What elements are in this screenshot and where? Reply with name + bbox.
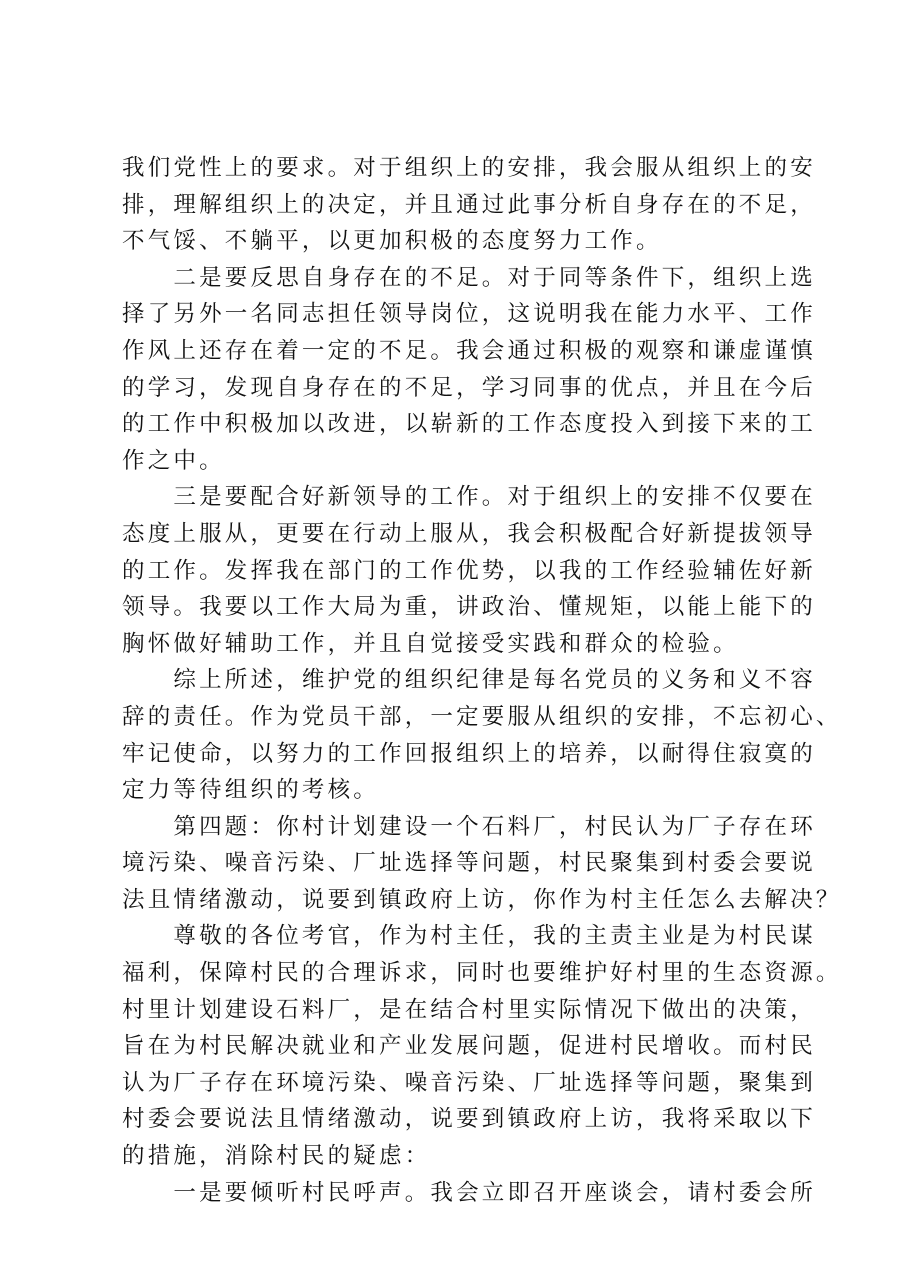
- text-line: 态度上服从，更要在行动上服从，我会积极配合好新提拔领导: [122, 520, 816, 547]
- text-line: 我们党性上的要求。对于组织上的安排，我会服从组织上的安: [122, 155, 816, 181]
- text-line: 福利，保障村民的合理诉求，同时也要维护好村里的生态资源。: [122, 960, 842, 987]
- text-line: 综上所述，维护党的组织纪律是每名党员的义务和义不容: [122, 667, 816, 694]
- text-line: 排，理解组织上的决定，并且通过此事分析自身存在的不足，: [122, 191, 816, 218]
- text-line: 二是要反思自身存在的不足。对于同等条件下，组织上选: [122, 264, 816, 291]
- text-line: 尊敬的各位考官，作为村主任，我的主责主业是为村民谋: [122, 923, 816, 950]
- text-line: 胸怀做好辅助工作，并且自觉接受实践和群众的检验。: [122, 630, 739, 657]
- text-line: 村委会要说法且情绪激动，说要到镇政府上访，我将采取以下: [122, 1106, 816, 1133]
- text-line: 择了另外一名同志担任领导岗位，这说明我在能力水平、工作: [122, 301, 816, 328]
- text-line: 辞的责任。作为党员干部，一定要服从组织的安排，不忘初心、: [122, 703, 842, 730]
- text-line: 定力等待组织的考核。: [122, 777, 380, 804]
- text-line: 的工作中积极加以改进，以崭新的工作态度投入到接下来的工: [122, 411, 816, 438]
- text-line: 村里计划建设石料厂，是在结合村里实际情况下做出的决策，: [122, 996, 816, 1023]
- text-line: 法且情绪激动，说要到镇政府上访，你作为村主任怎么去解决？: [122, 886, 842, 913]
- text-line: 境污染、噪音污染、厂址选择等问题，村民聚集到村委会要说: [122, 850, 816, 877]
- text-line: 牢记使命，以努力的工作回报组织上的培养，以耐得住寂寞的: [122, 740, 816, 767]
- text-line: 旨在为村民解决就业和产业发展问题，促进村民增收。而村民: [122, 1033, 816, 1060]
- text-line: 认为厂子存在环境污染、噪音污染、厂址选择等问题，聚集到: [122, 1069, 816, 1096]
- text-line: 三是要配合好新领导的工作。对于组织上的安排不仅要在: [122, 484, 816, 511]
- text-line: 不气馁、不躺平，以更加积极的态度努力工作。: [122, 228, 662, 255]
- text-line: 一是要倾听村民呼声。我会立即召开座谈会，请村委会所: [122, 1179, 816, 1206]
- text-line: 的工作。发挥我在部门的工作优势，以我的工作经验辅佐好新: [122, 557, 816, 584]
- text-line: 第四题：你村计划建设一个石料厂，村民认为厂子存在环: [122, 813, 816, 840]
- text-line: 作之中。: [122, 447, 225, 474]
- text-line: 作风上还存在着一定的不足。我会通过积极的观察和谦虚谨慎: [122, 337, 816, 364]
- text-line: 领导。我要以工作大局为重，讲政治、懂规矩，以能上能下的: [122, 594, 816, 621]
- text-line: 的措施，消除村民的疑虑：: [122, 1143, 431, 1170]
- text-line: 的学习，发现自身存在的不足，学习同事的优点，并且在今后: [122, 374, 816, 401]
- document-body: [122, 150, 842, 1211]
